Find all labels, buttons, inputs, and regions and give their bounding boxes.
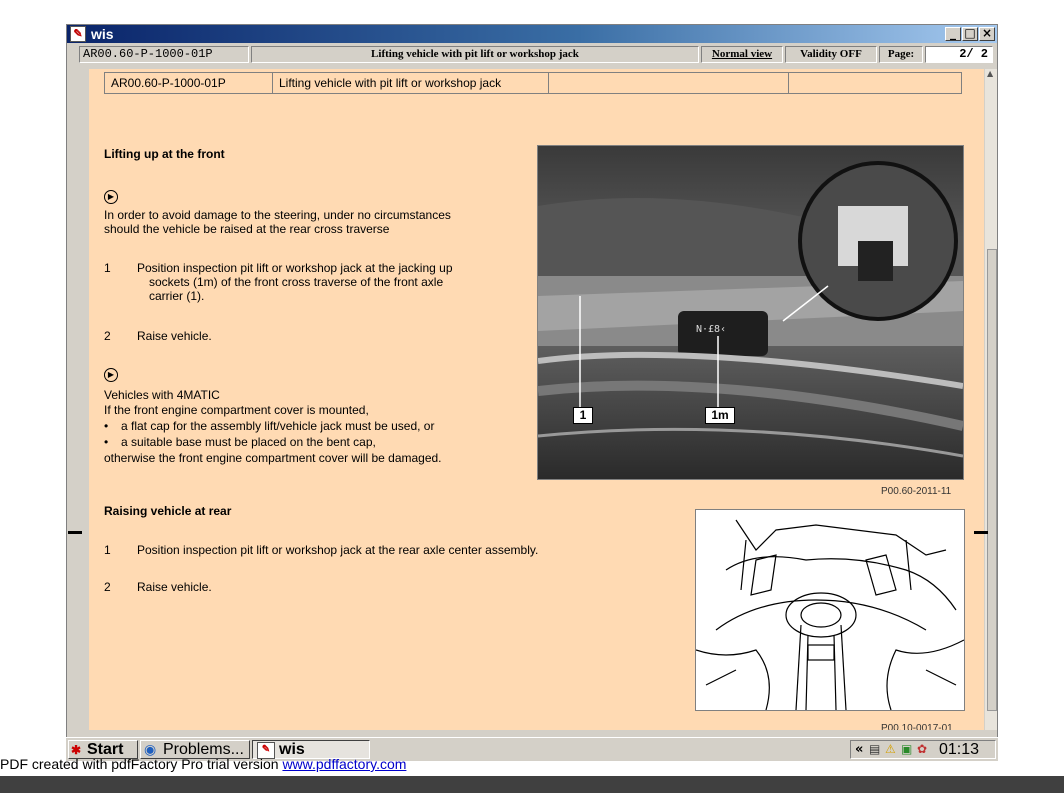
step-text: Raise vehicle. [137,329,212,343]
bottom-bar [0,776,1064,793]
footer-link[interactable]: www.pdffactory.com [282,756,407,772]
step-text: sockets (1m) of the front cross traverse of the front axle [149,275,444,289]
step-text: Raise vehicle. [137,580,212,594]
scroll-thumb[interactable] [987,249,997,711]
validity-button[interactable]: Validity OFF [785,46,877,63]
warning-text-line: should the vehicle be raised at the rear cross traverse [104,222,390,236]
figure-callout-1: 1 [573,407,593,424]
section-heading-front: Lifting up at the front [104,147,225,161]
title-bar[interactable] [67,25,997,43]
step-number: 1 [104,543,111,557]
figure-callout-1m: 1m [705,407,735,424]
start-label: Start [87,741,124,758]
taskbar-item-label: Problems... [163,741,244,758]
step-number: 1 [104,261,111,275]
footer-text: PDF created with pdfFactory Pro trial version [0,756,283,772]
note-text: If the front engine compartment cover is mounted, [104,403,369,417]
header-table [104,72,962,94]
security-icon[interactable]: ✿ [917,742,928,756]
section-heading-rear: Raising vehicle at rear [104,504,232,518]
minimize-button[interactable]: _ [945,27,961,41]
figure-plate-text: N·£8‹ [696,324,727,335]
step-number: 2 [104,580,111,594]
step-text: Position inspection pit lift or workshop jack at the jacking up [137,261,453,275]
warning-icon[interactable]: ⚠ [885,742,896,756]
front-lift-photo-svg [538,146,963,479]
taskbar-item-label: wis [279,741,305,758]
maximize-button[interactable]: □ [962,27,978,41]
close-button[interactable]: × [979,27,995,41]
app-icon: ✎ [257,742,275,759]
tray-expand-icon[interactable]: « [855,742,864,757]
page-number-field[interactable]: 2/ 2 [925,46,993,63]
rear-axle-drawing [695,509,965,711]
figure-caption: P00.10-0017-01 [881,723,953,730]
document-toolbar [67,44,997,66]
network-icon[interactable]: ▤ [869,742,881,756]
bullet-icon: • [104,435,109,449]
info-circle-icon: ▶ [104,190,118,204]
page-label: Page: [879,46,923,63]
page-margin-marker [974,531,988,534]
vertical-scrollbar[interactable] [985,69,997,730]
app-icon: ✎ [70,26,86,42]
bullet-icon: • [104,419,109,433]
document-content [89,69,984,730]
normal-view-button[interactable]: Normal view [701,46,783,63]
clock: 01:13 [939,741,980,758]
page-margin-marker [68,531,82,534]
browser-icon: ◉ [144,741,157,757]
window-title: wis [91,26,114,42]
rear-axle-drawing-svg [696,510,964,710]
scroll-up-arrow-icon[interactable]: ▲ [987,69,994,78]
figure-caption: P00.60-2011-11 [881,486,952,497]
system-tray [850,740,996,759]
header-empty-cell [549,73,789,93]
hardware-icon[interactable]: ▣ [901,742,913,756]
windows-logo-icon: ✱ [71,743,82,757]
header-doc-id: AR00.60-P-1000-01P [105,73,273,93]
front-lift-photo [537,145,964,480]
doc-id-field: AR00.60-P-1000-01P [79,46,249,63]
doc-title-field: Lifting vehicle with pit lift or workshop jack [251,46,699,63]
step-text: carrier (1). [149,289,205,303]
pdf-footer [0,756,406,772]
wis-window [66,24,998,739]
bullet-text: a flat cap for the assembly lift/vehicle jack must be used, or [121,419,435,433]
header-doc-title: Lifting vehicle with pit lift or workshop jack [273,73,549,93]
header-empty-cell [789,73,961,93]
warning-text-line: In order to avoid damage to the steering, under no circumstances [104,208,451,222]
info-circle-icon: ▶ [104,368,118,382]
note-text: otherwise the front engine compartment cover will be damaged. [104,451,442,465]
bullet-text: a suitable base must be placed on the bent cap, [121,435,376,449]
step-text: Position inspection pit lift or workshop jack at the rear axle center assembly. [137,543,539,557]
note-text: Vehicles with 4MATIC [104,388,220,402]
step-number: 2 [104,329,111,343]
